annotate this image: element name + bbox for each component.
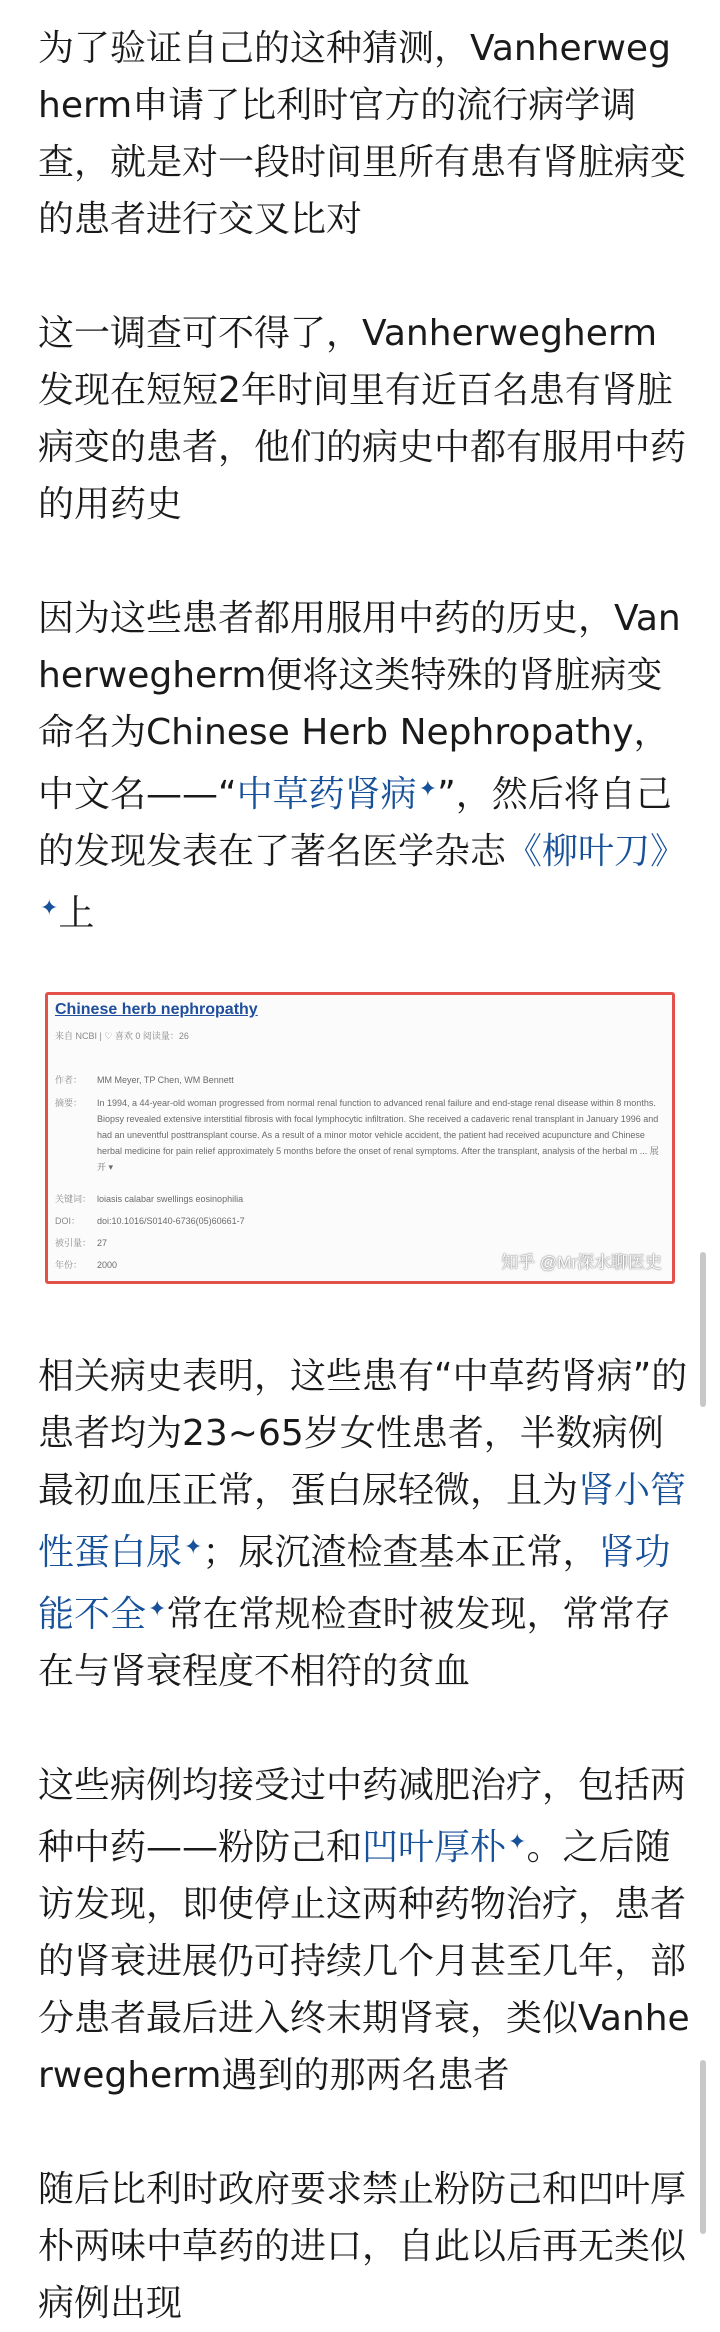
paragraph-2-text: 这一调查可不得了，Vanherwegherm发现在短短2年时间里有近百名患有肾脏病变的患者，他们的病史中都有服用中药的用药史 (38, 313, 687, 525)
paragraph-4-text-b: ；尿沉渣检查基本正常， (202, 1532, 599, 1573)
scrollbar-thumb[interactable] (700, 1252, 706, 1407)
paper-doi: doi:10.1016/S0140-6736(05)60661-7 (97, 1216, 245, 1226)
paragraph-1 (38, 20, 690, 248)
paragraph-1-text: 为了验证自己的这种猜测，Vanherwegherm申请了比利时官方的流行病学调查，就是对一段时间里所有患有肾脏病变的患者进行交叉比对 (38, 28, 687, 240)
paragraph-3-text-c: 上 (58, 893, 95, 934)
link-the-lancet-label: 《柳叶刀》 (506, 831, 687, 872)
paragraph-6-text: 随后比利时政府要求禁止粉防己和凹叶厚朴两味中草药的进口，自此以后再无类似病例出现 (38, 2169, 687, 2324)
link-chinese-herb-nephropathy[interactable] (237, 774, 437, 815)
link-chinese-herb-nephropathy-label: 中草药肾病 (236, 774, 417, 815)
paper-doi-label: DOI： (55, 1216, 81, 1226)
scrollbar-thumb[interactable] (700, 2060, 706, 2234)
paper-cited-row (55, 1236, 107, 1249)
paragraph-4-text-a: 相关病史表明，这些患有“中草药肾病”的患者均为23~65岁女性患者，半数病例最初血压正常，蛋白尿轻微，且为 (38, 1356, 688, 1511)
sparkle-icon: ✦ (418, 777, 438, 802)
sparkle-icon: ✦ (148, 1597, 167, 1622)
article-body (38, 20, 690, 2332)
paper-meta: 来自 NCBI | ♡ 喜欢 0 阅读量：26 (55, 1031, 189, 1041)
paragraph-5 (38, 1757, 690, 2104)
paragraph-5-text-b: 。之后随访发现，即使停止这两种药物治疗，患者的肾衰进展仍可持续几个月甚至几年，部分患者最后进入终末期肾衰，类似Vanherwegherm遇到的那两名患者 (38, 1827, 690, 2096)
paper-authors: MM Meyer, TP Chen, WM Bennett (97, 1075, 234, 1085)
paper-year: 2000 (97, 1260, 118, 1270)
paper-cited-label: 被引量： (55, 1238, 92, 1248)
paragraph-6 (38, 2161, 690, 2332)
paragraph-3-text-b: ”，然后将自己的发现发表在了著名医学杂志 (38, 774, 672, 872)
paper-keywords-row (55, 1192, 243, 1205)
paper-year-row (55, 1258, 117, 1271)
link-magnolia-officinalis[interactable] (362, 1827, 526, 1868)
paper-keywords: loiasis calabar swellings eosinophilia (97, 1194, 244, 1204)
paper-authors-row (55, 1073, 234, 1086)
paragraph-4 (38, 1348, 690, 1700)
paper-cited: 27 (97, 1238, 108, 1248)
link-renal-insufficiency-label: 肾功能不全 (38, 1532, 671, 1635)
link-magnolia-officinalis-label: 凹叶厚朴 (362, 1827, 507, 1868)
paper-screenshot-figure (45, 992, 675, 1284)
sparkle-icon: ✦ (184, 1535, 203, 1560)
paragraph-3-text-a: 因为这些患者都用服用中药的历史，Vanherwegherm便将这类特殊的肾脏病变命名为Chinese Herb Nephropathy，中文名——“ (38, 598, 681, 815)
paper-title: Chinese herb nephropathy (55, 1001, 258, 1018)
paper-abstract-label: 摘要： (55, 1098, 83, 1108)
paragraph-5-text-a: 这些病例均接受过中药减肥治疗，包括两种中药——粉防己和 (38, 1765, 687, 1868)
paragraph-4-text-c: 常在常规检查时被发现，常常存在与肾衰程度不相符的贫血 (38, 1594, 671, 1692)
paper-keywords-label: 关键词： (55, 1194, 92, 1204)
paper-abstract: In 1994, a 44-year-old woman progressed from normal renal function to advanced renal failure and end-stage renal disease within 8 months. Biopsy revealed extensive interstitial fibrosis with focal lymphocytic infiltration. She received a cadaveric renal transplant in January 1996 and had an uneventful posttransplant course. As a result of a minor motor vehicle accident, the patient had received acupuncture and Chinese herbal medicine for pain relief approximately 5 months before the onset of renal symptoms. After the transplant, analysis of the herbal m ... 展开 ▾ (97, 1098, 659, 1172)
paper-abstract-row (55, 1095, 667, 1175)
paper-year-label: 年份： (55, 1260, 83, 1270)
paper-doi-row (55, 1214, 245, 1227)
sparkle-icon: ✦ (40, 896, 59, 921)
paragraph-2 (38, 305, 690, 533)
sparkle-icon: ✦ (508, 1830, 527, 1855)
paper-authors-label: 作者： (55, 1075, 83, 1085)
paragraph-3 (38, 590, 690, 942)
link-tubular-proteinuria-label: 肾小管性蛋白尿 (38, 1470, 687, 1573)
zhihu-watermark: 知乎 @Mr深水聊医史 (501, 1253, 662, 1272)
